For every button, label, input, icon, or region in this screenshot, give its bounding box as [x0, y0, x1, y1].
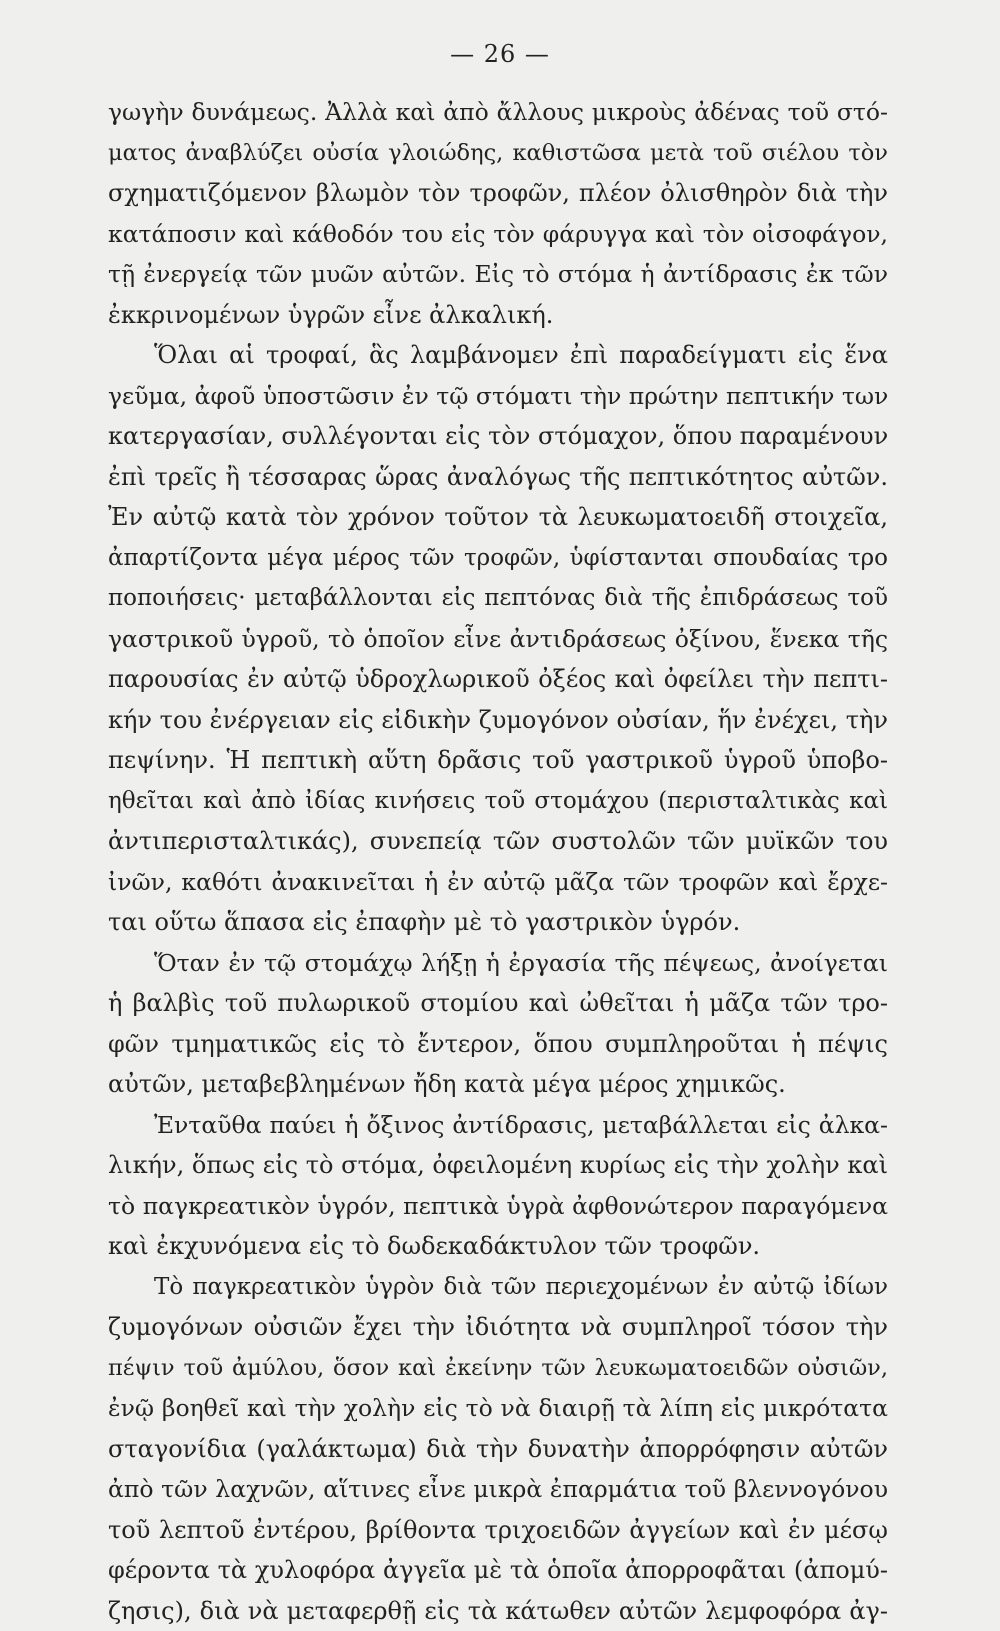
text-line: ζησις), διὰ νὰ μεταφερθῇ εἰς τὰ κάτωθεν αὐτῶν λεμφοφόρα ἀγ-: [108, 1591, 888, 1631]
text-line: ἀπαρτίζοντα μέγα μέρος τῶν τροφῶν, ὑφίστανται σπουδαίας τρο: [108, 538, 888, 579]
text-line: ἰνῶν, καθότι ἀνακινεῖται ἡ ἐν αὐτῷ μᾶζα τῶν τροφῶν καὶ ἔρχε-: [108, 862, 888, 903]
text-line: τοῦ λεπτοῦ ἐντέρου, βρίθοντα τριχοειδῶν ἀγγείων καὶ ἐν μέσῳ: [108, 1510, 888, 1551]
text-line: Ἐνταῦθα παύει ἡ ὄξινος ἀντίδρασις, μεταβάλλεται εἰς ἀλκα-: [108, 1105, 888, 1146]
text-line: ποποιήσεις· μεταβάλλονται εἰς πεπτόνας διὰ τῆς ἐπιδράσεως τοῦ: [108, 578, 888, 619]
text-line: ηθεῖται καὶ ἀπὸ ἰδίας κινήσεις τοῦ στομάχου (περισταλτικὰς καὶ: [108, 781, 888, 822]
text-line: ματος ἀναβλύζει οὐσία γλοιώδης, καθιστῶσα μετὰ τοῦ σιέλου τὸν: [108, 133, 888, 174]
body-text: [108, 92, 888, 1631]
text-line: ἐπὶ τρεῖς ἢ τέσσαρας ὥρας ἀναλόγως τῆς πεπτικότητος αὐτῶν.: [108, 457, 888, 498]
text-line: σταγονίδια (γαλάκτωμα) διὰ τὴν δυνατὴν ἀπορρόφησιν αὐτῶν: [108, 1429, 888, 1470]
text-line: ται οὕτω ἅπασα εἰς ἐπαφὴν μὲ τὸ γαστρικὸν ὑγρόν.: [108, 902, 888, 943]
text-line: Ἐν αὐτῷ κατὰ τὸν χρόνον τοῦτον τὰ λευκωματοειδῆ στοιχεῖα,: [108, 497, 888, 538]
text-line: λικήν, ὅπως εἰς τὸ στόμα, ὀφειλομένη κυρίως εἰς τὴν χολὴν καὶ: [108, 1145, 888, 1186]
text-line: κατάποσιν καὶ κάθοδόν του εἰς τὸν φάρυγγα καὶ τὸν οἰσοφάγον,: [108, 214, 888, 255]
text-line: σχηματιζόμενον βλωμὸν τὸν τροφῶν, πλέον ὀλισθηρὸν διὰ τὴν: [108, 173, 888, 214]
page-number: — 26 —: [0, 40, 1000, 68]
text-line: Ὅλαι αἱ τροφαί, ἃς λαμβάνομεν ἐπὶ παραδείγματι εἰς ἕνα: [108, 335, 888, 376]
text-line: κατεργασίαν, συλλέγονται εἰς τὸν στόμαχον, ὅπου παραμένουν: [108, 416, 888, 457]
text-line: φῶν τμηματικῶς εἰς τὸ ἔντερον, ὅπου συμπληροῦται ἡ πέψις: [108, 1024, 888, 1065]
text-line: ἐνῷ βοηθεῖ καὶ τὴν χολὴν εἰς τὸ νὰ διαιρῇ τὰ λίπη εἰς μικρότατα: [108, 1388, 888, 1429]
text-line: ἡ βαλβὶς τοῦ πυλωρικοῦ στομίου καὶ ὠθεῖται ἡ μᾶζα τῶν τρο-: [108, 983, 888, 1024]
text-line: φέροντα τὰ χυλοφόρα ἀγγεῖα μὲ τὰ ὁποῖα ἀπορροφᾶται (ἀπομύ-: [108, 1550, 888, 1591]
text-line: ἀπὸ τῶν λαχνῶν, αἵτινες εἶνε μικρὰ ἐπαρμάτια τοῦ βλεννογόνου: [108, 1469, 888, 1510]
text-line: Ὅταν ἐν τῷ στομάχῳ λήξῃ ἡ ἐργασία τῆς πέψεως, ἀνοίγεται: [108, 943, 888, 984]
text-line: ἀντιπερισταλτικάς), συνεπείᾳ τῶν συστολῶν τῶν μυϊκῶν του: [108, 821, 888, 862]
text-line: τῇ ἐνεργείᾳ τῶν μυῶν αὐτῶν. Εἰς τὸ στόμα ἡ ἀντίδρασις ἐκ τῶν: [108, 254, 888, 295]
text-line: γωγὴν δυνάμεως. Ἀλλὰ καὶ ἀπὸ ἄλλους μικροὺς ἀδένας τοῦ στό-: [108, 92, 888, 133]
text-line: τὸ παγκρεατικὸν ὑγρόν, πεπτικὰ ὑγρὰ ἀφθονώτερον παραγόμενα: [108, 1186, 888, 1227]
text-line: γεῦμα, ἀφοῦ ὑποστῶσιν ἐν τῷ στόματι τὴν πρώτην πεπτικήν των: [108, 376, 888, 417]
text-line: γαστρικοῦ ὑγροῦ, τὸ ὁποῖον εἶνε ἀντιδράσεως ὀξίνου, ἕνεκα τῆς: [108, 619, 888, 660]
text-line: παρουσίας ἐν αὐτῷ ὑδροχλωρικοῦ ὀξέος καὶ ὀφείλει τὴν πεπτι-: [108, 659, 888, 700]
text-line: πεψίνην. Ἡ πεπτικὴ αὕτη δρᾶσις τοῦ γαστρικοῦ ὑγροῦ ὑποβο-: [108, 740, 888, 781]
text-line: Τὸ παγκρεατικὸν ὑγρὸν διὰ τῶν περιεχομένων ἐν αὐτῷ ἰδίων: [108, 1267, 888, 1308]
text-line: πέψιν τοῦ ἀμύλου, ὅσον καὶ ἐκείνην τῶν λευκωματοειδῶν οὐσιῶν,: [108, 1348, 888, 1389]
text-line: ζυμογόνων οὐσιῶν ἔχει τὴν ἰδιότητα νὰ συμπληροῖ τόσον τὴν: [108, 1307, 888, 1348]
text-line: ἐκκρινομένων ὑγρῶν εἶνε ἀλκαλική.: [108, 295, 888, 336]
text-line: κήν του ἐνέργειαν εἰς εἰδικὴν ζυμογόνον οὐσίαν, ἥν ἐνέχει, τὴν: [108, 700, 888, 741]
text-line: καὶ ἐκχυνόμενα εἰς τὸ δωδεκαδάκτυλον τῶν τροφῶν.: [108, 1226, 888, 1267]
text-line: αὐτῶν, μεταβεβλημένων ἤδη κατὰ μέγα μέρος χημικῶς.: [108, 1064, 888, 1105]
